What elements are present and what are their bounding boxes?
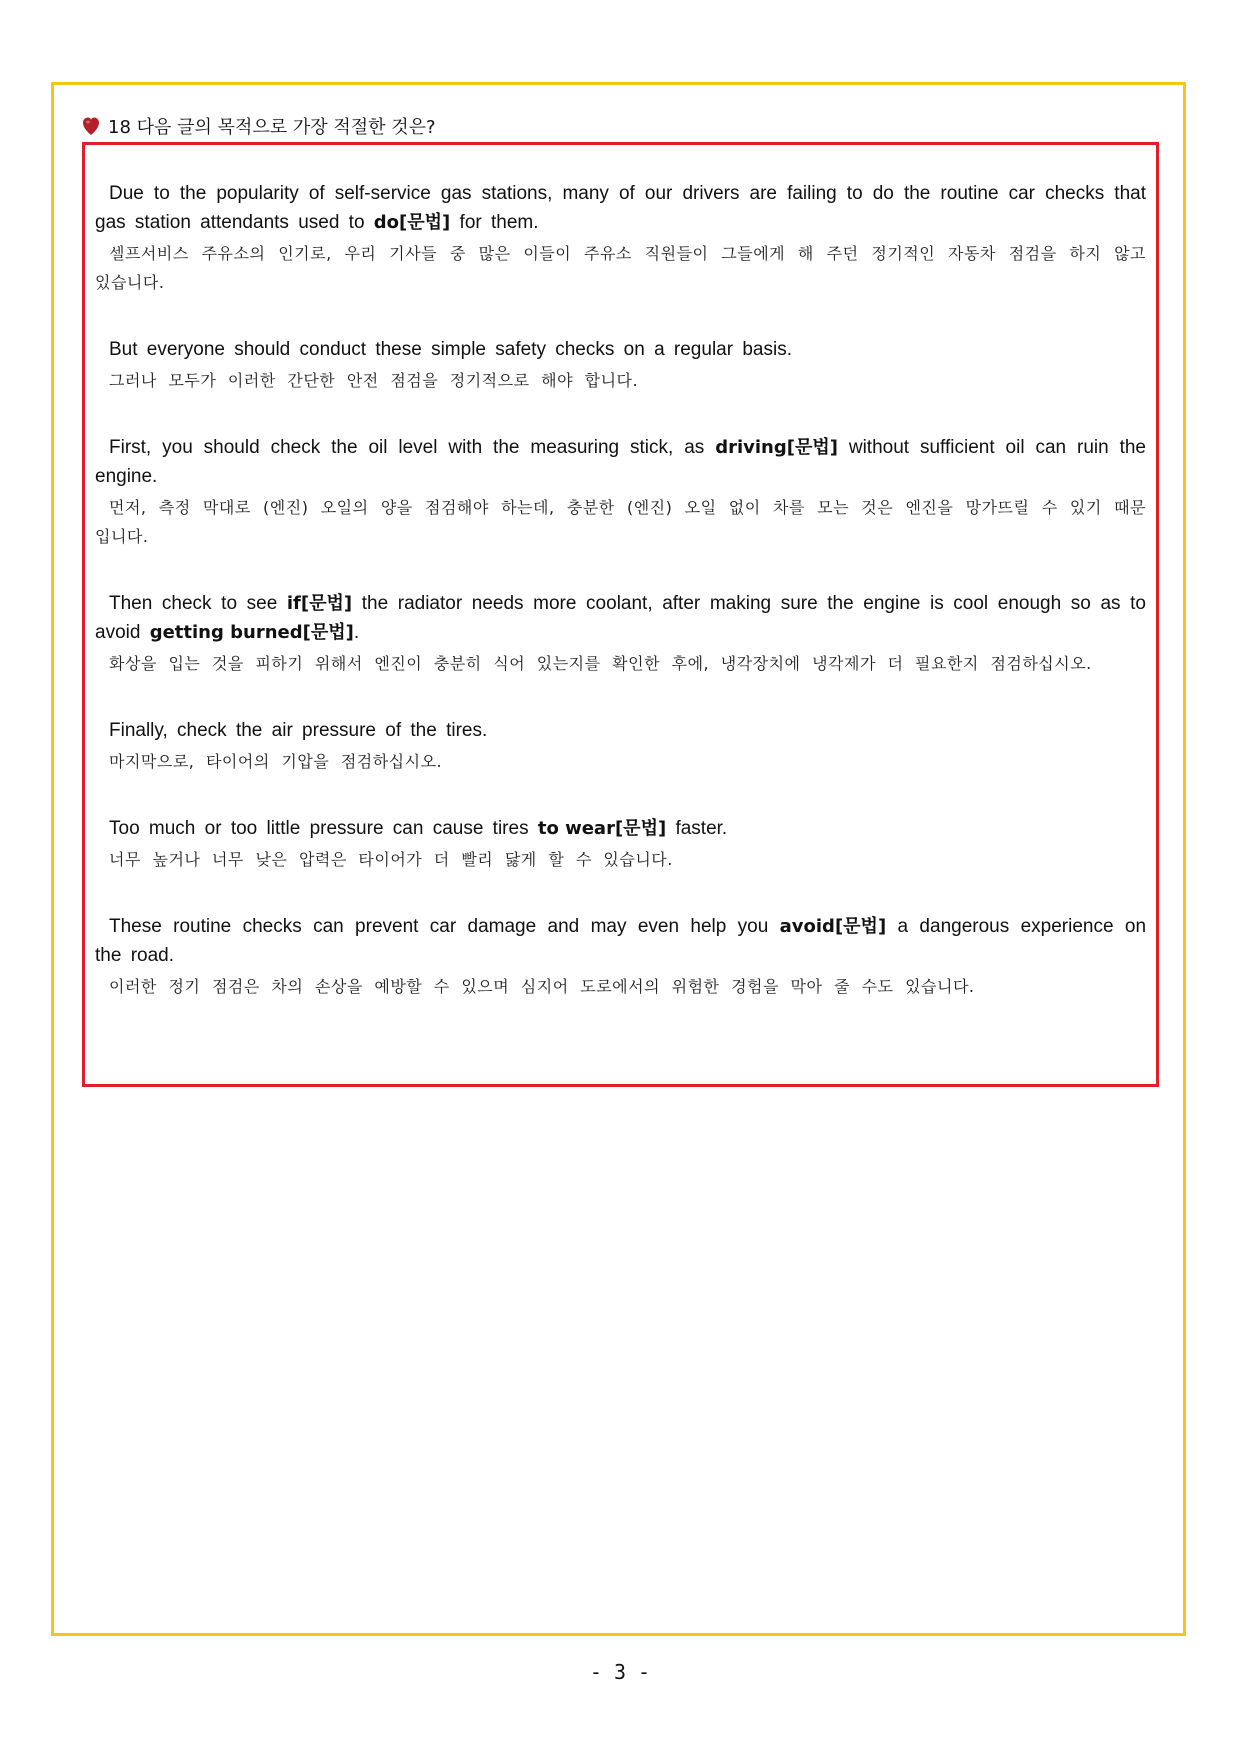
- sentence-text: Too much or too little pressure can cause tires: [109, 818, 538, 839]
- english-sentence: [95, 335, 1146, 364]
- sentence-text: First, you should check the oil level with the measuring stick, as: [109, 437, 716, 458]
- english-sentence: [95, 589, 1146, 647]
- passage-block: [95, 335, 1146, 395]
- grammar-highlight: do[문법]: [373, 212, 451, 233]
- korean-translation: 마지막으로, 타이어의 기압을 점검하십시오.: [109, 752, 443, 771]
- passage-box: [82, 142, 1159, 1087]
- grammar-highlight: if[문법]: [286, 593, 353, 614]
- sentence-text: But everyone should conduct these simple safety checks on a regular basis.: [109, 339, 792, 360]
- page-number: - 3 -: [589, 1660, 651, 1684]
- sentence-text: Due to the popularity of self-service gas stations, many of our drivers are failing to do the routine car checks that gas station attendants used to: [95, 183, 1146, 233]
- passage-block: [95, 589, 1146, 678]
- english-sentence: [95, 433, 1146, 491]
- korean-translation: 이러한 정기 점검은 차의 손상을 예방할 수 있으며 심지어 도로에서의 위험한 경험을 막아 줄 수도 있습니다.: [109, 977, 975, 996]
- english-sentence: [95, 912, 1146, 970]
- grammar-highlight: getting burned[문법]: [149, 622, 354, 643]
- sentence-text: .: [353, 622, 360, 643]
- passage-block: [95, 179, 1146, 297]
- grammar-highlight: to wear[문법]: [537, 818, 667, 839]
- sentence-text: for them.: [450, 212, 539, 233]
- heart-icon: [82, 116, 100, 136]
- grammar-highlight: driving[문법]: [715, 437, 838, 458]
- passage-block: [95, 716, 1146, 776]
- korean-translation: 화상을 입는 것을 피하기 위해서 엔진이 충분히 식어 있는지를 확인한 후에, 냉각장치에 냉각제가 더 필요한지 점검하십시오.: [109, 654, 1092, 673]
- korean-translation: 셀프서비스 주유소의 인기로, 우리 기사들 중 많은 이들이 주유소 직원들이 그들에게 해 주던 정기적인 자동차 점검을 하지 않고 있습니다.: [95, 244, 1146, 292]
- english-sentence: [95, 179, 1146, 237]
- english-sentence: [95, 814, 1146, 843]
- sentence-text: without sufficient oil can ruin the engine.: [95, 437, 1147, 487]
- sentence-text: These routine checks can prevent car damage and may even help you: [109, 916, 780, 937]
- passage-block: [95, 814, 1146, 874]
- sentence-text: a dangerous experience on the road.: [95, 916, 1147, 966]
- question-title: 18 다음 글의 목적으로 가장 적절한 것은?: [108, 117, 436, 138]
- korean-translation: 그러나 모두가 이러한 간단한 안전 점검을 정기적으로 해야 합니다.: [109, 371, 639, 390]
- passage-block: [95, 912, 1146, 1001]
- korean-translation: 먼저, 측정 막대로 (엔진) 오일의 양을 점검해야 하는데, 충분한 (엔진) 오일 없이 차를 모는 것은 엔진을 망가뜨릴 수 있기 때문입니다.: [95, 498, 1146, 546]
- question-header: [82, 112, 436, 140]
- english-sentence: [95, 716, 1146, 745]
- sentence-text: Finally, check the air pressure of the tires.: [109, 720, 488, 741]
- grammar-highlight: avoid[문법]: [779, 916, 887, 937]
- sentence-text: faster.: [666, 818, 728, 839]
- korean-translation: 너무 높거나 너무 낮은 압력은 타이어가 더 빨리 닳게 할 수 있습니다.: [109, 850, 673, 869]
- sentence-text: the radiator needs more coolant, after making sure the engine is cool enough so as to avoid: [95, 593, 1146, 643]
- sentence-text: Then check to see: [109, 593, 287, 614]
- passage-block: [95, 433, 1146, 551]
